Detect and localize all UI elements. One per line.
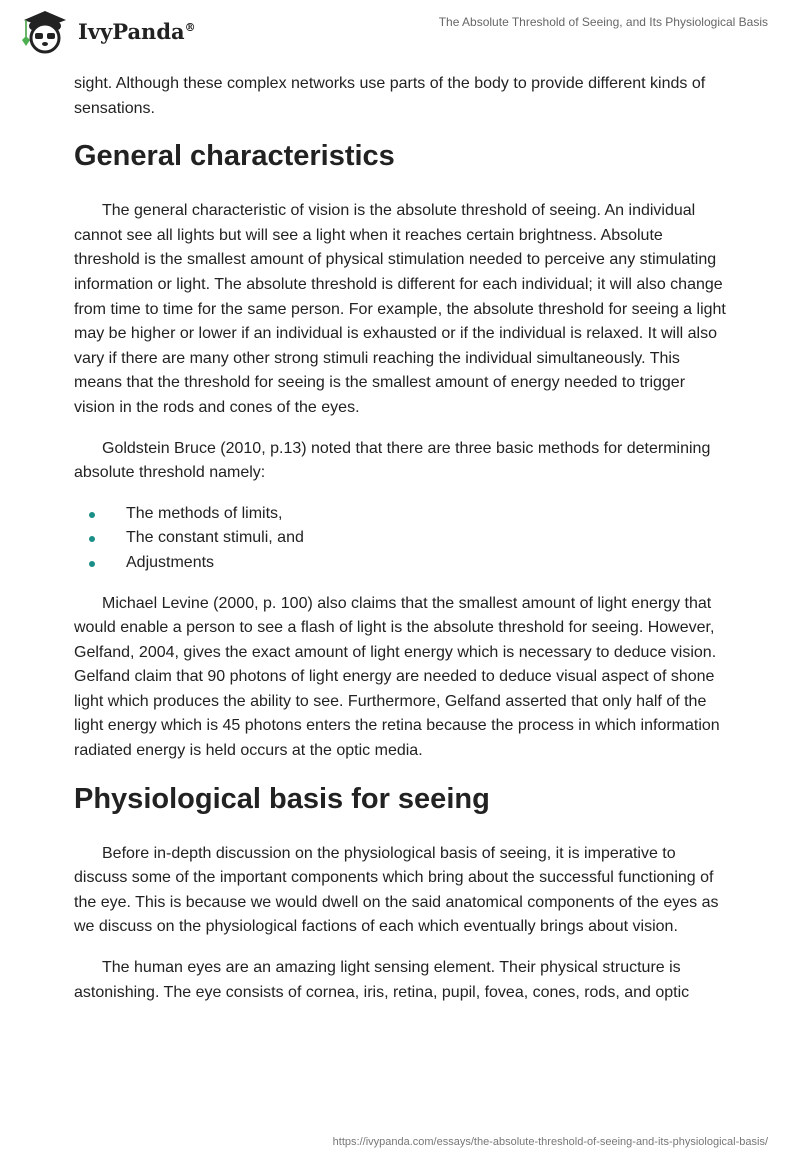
- paragraph: Before in-depth discussion on the physiological basis of seeing, it is imperative to discuss some of the important components which bring about the successful functioning of the eye. This is because we would dwell on the said anatomical components of the eyes as we discuss on the physiological factions of each which eventually brings about vision.: [74, 844, 719, 936]
- panda-graduate-icon: [20, 8, 70, 54]
- list-item: The constant stimuli, and: [74, 526, 728, 551]
- paragraph: The general characteristic of vision is the absolute threshold of seeing. An individual cannot see all lights but will see a light when it reaches certain brightness. Absolute threshold is the smallest amount of physical stimulation needed to perceive any stimulating information or light. The absolute threshold is different for each individual; it will also change from time to time for the same person. For example, the absolute threshold for seeing a light may be higher or lower if an individual is exhausted or if the individual is relaxed. It will also vary if there are many other strong stimuli reaching the individual simultaneously. This means that the threshold for seeing is the smallest amount of energy needed to trigger vision in the rods and cones of the eyes.: [74, 202, 726, 416]
- paragraph: Goldstein Bruce (2010, p.13) noted that there are three basic methods for determining absolute threshold namely:: [74, 439, 711, 482]
- document-title: The Absolute Threshold of Seeing, and Its Physiological Basis: [438, 15, 768, 29]
- article-content: [74, 72, 728, 1021]
- logo[interactable]: [20, 8, 196, 54]
- logo-text: IvyPanda®: [78, 18, 196, 44]
- paragraph: Michael Levine (2000, p. 100) also claims that the smallest amount of light energy that would enable a person to see a flash of light is the absolute threshold for seeing. However, Gelfand, 2004, gives the exact amount of light energy which is necessary to deduce vision. Gelfand claim that 90 photons of light energy are needed to deduce visual aspect of shone light which produces the ability to see. Furthermore, Gelfand asserted that only half of the light energy which is 45 photons enters the retina because the process in which information radiated energy is held occurs at the optic media.: [74, 594, 720, 760]
- paragraph: The human eyes are an amazing light sensing element. Their physical structure is astonishing. The eye consists of cornea, iris, retina, pupil, fovea, cones, rods, and optic: [74, 959, 690, 1001]
- list-item: Adjustments: [74, 551, 728, 576]
- list-item: The methods of limits,: [74, 502, 728, 527]
- paragraph: sight. Although these complex networks use parts of the body to provide different kinds of sensations.: [74, 75, 706, 117]
- header: [0, 0, 800, 60]
- source-url[interactable]: https://ivypanda.com/essays/the-absolute-threshold-of-seeing-and-its-physiological-basis/: [332, 1136, 768, 1148]
- methods-list: [74, 502, 728, 576]
- section-heading: Physiological basis for seeing: [74, 782, 490, 815]
- section-heading: General characteristics: [74, 140, 395, 173]
